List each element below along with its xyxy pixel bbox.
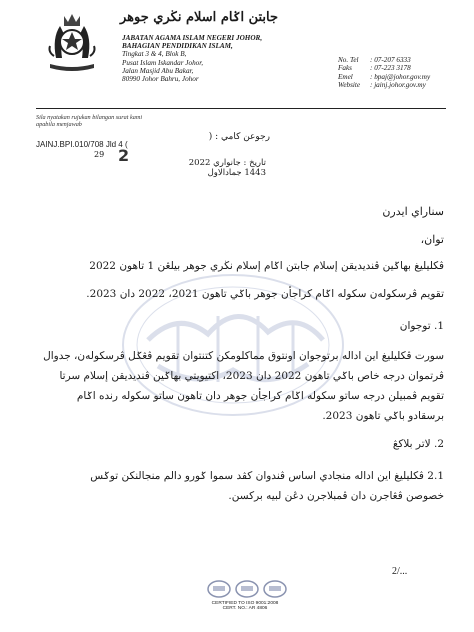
address-line: Jalan Masjid Abu Bakar, xyxy=(122,66,194,75)
contact-key: Emel xyxy=(338,72,353,81)
cert-line: CERTIFIED TO ISO 9001:2008 xyxy=(211,601,279,606)
subject-line: تقويم ڤرسكوله‌ن سكوله اݢام كراجأن جوهر باݢي تاهون 2021، 2022 دان 2023. xyxy=(86,288,444,300)
address-line: JABATAN AGAMA ISLAM NEGERI JOHOR, xyxy=(122,34,263,42)
section2-line: 2.1 ڤكليليغ اين اداله منجادي اساس ڤندوان كڤد سموا ݢورو دالم منجالنكن توݢس xyxy=(90,470,444,482)
date-hijri: 1443 جمادالاول xyxy=(207,168,266,178)
section1-line: ڤرتموان درجه خاص باݢي تاهون 2022 دان 2023، اكتيويتي بهاݢين ڤنديديقن إسلام سرتا xyxy=(59,370,444,382)
department-address xyxy=(122,34,262,83)
section1-heading: 1. توجوان xyxy=(399,320,444,332)
reply-note-line: Sila nyatakan rujukan bilangan surat kami xyxy=(36,114,143,121)
subject-line: ڤكليليغ بهاݢين ڤنديديقن إسلام جابتن اݢام إسلام نڬري جوهر بيلڠن 1 تاهون 2022 xyxy=(89,260,444,272)
address-line: BAHAGIAN PENDIDIKAN ISLAM, xyxy=(122,42,233,51)
contact-value: : 07-223 3178 xyxy=(370,64,411,73)
section2-heading: 2. لاتر بلاكڠ xyxy=(392,438,444,450)
salutation: توان، xyxy=(420,233,444,246)
address-line: Tingkat 3 & 4, Blok B, xyxy=(122,50,187,59)
cert-line: CERT. NO.: AR 4806 xyxy=(222,606,268,612)
contact-value: : bpaj@johor.gov.my xyxy=(370,72,431,81)
letterhead-divider xyxy=(36,108,446,109)
section1-line: برسقادو باݢي تاهون 2023. xyxy=(322,410,444,422)
section1-line: سورت ڤكليليغ اين اداله برتوجوان اونتوق مماكلومكن كتنتوان تقويم ڤڠݢل ڤرسكوله‌ن، جدوال xyxy=(43,350,444,362)
state-crest-icon xyxy=(40,8,104,72)
address-line: Pusat Islam Iskandar Johor, xyxy=(122,58,204,67)
reference-number: JAINJ.BPI.010/708 Jld 4 ( xyxy=(36,140,128,149)
contact-block xyxy=(338,56,430,90)
department-name-jawi: جابتن اݢام اسلام نڬري جوهر xyxy=(120,10,279,25)
section2-line: خصوصن ڤڠاجرن دان ڤمبلاجرن دڠن لبيه برکسن. xyxy=(228,490,444,502)
date-gregorian: تاريخ : جانواري 2022 xyxy=(188,158,266,168)
recipient: سناراي ايدرن xyxy=(382,205,444,218)
contact-value: : jainj.johor.gov.my xyxy=(370,81,426,90)
iso-certification-logos-icon xyxy=(205,578,289,620)
page-continuation-marker: 2/... xyxy=(392,566,408,577)
address-line: 80990 Johor Bahru, Johor xyxy=(122,75,199,84)
reply-note-line: apabila menjawab xyxy=(36,121,82,128)
contact-key: No. Tel xyxy=(338,56,359,64)
section1-line: تقويم ڤمبيلن درجه ساتو سكوله اݢام كراجأن جوهر دان تاهون ساتو سكوله رنده اݢام xyxy=(76,390,444,402)
date-block xyxy=(66,146,266,180)
date-handwritten-day: 29 xyxy=(94,150,105,159)
reference-label: رجوعن كامي : ( xyxy=(208,132,270,142)
contact-value: : 07-207 6333 xyxy=(370,56,411,64)
reply-note xyxy=(36,114,142,128)
contact-key: Faks xyxy=(338,64,352,73)
contact-key: Website xyxy=(338,81,361,90)
date-handwritten-mark: 2 xyxy=(118,146,130,165)
iso-certification-text xyxy=(190,601,300,612)
